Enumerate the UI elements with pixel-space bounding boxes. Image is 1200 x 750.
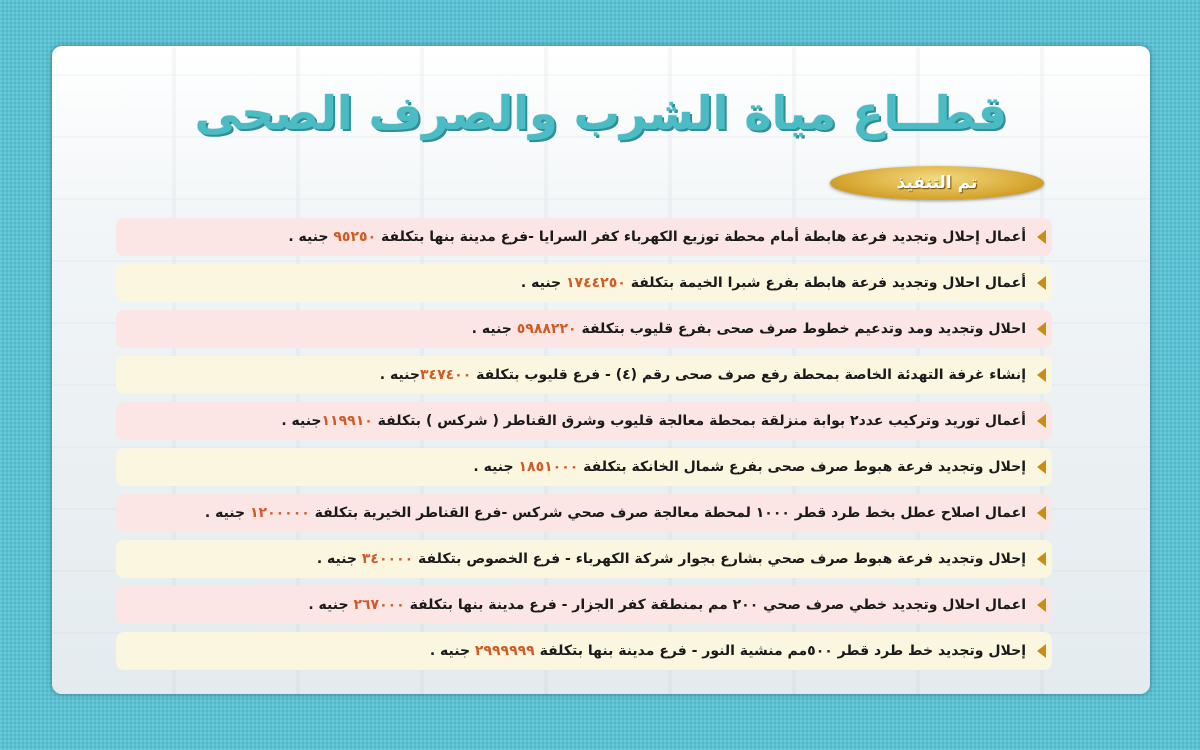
list-item — [116, 586, 1052, 624]
triangle-bullet-icon — [1037, 230, 1046, 244]
item-text: اعمال اصلاح عطل بخط طرد قطر ١٠٠٠ لمحطة معالجة صرف صحي شركس -فرع القناطر الخيرية بتكلفة ١٢٠٠٠٠٠ جنيه . — [204, 505, 1026, 521]
item-text: احلال وتجديد ومد وتدعيم خطوط صرف صحى بفرع قليوب بتكلفة ٥٩٨٨٢٢٠ جنيه . — [471, 321, 1026, 337]
triangle-bullet-icon — [1037, 644, 1046, 658]
item-text: أعمال احلال وتجديد فرعة هابطة بفرع شبرا الخيمة بتكلفة ١٧٤٤٢٥٠ جنيه . — [520, 275, 1026, 291]
status-badge: تم التنفيذ — [830, 166, 1044, 200]
list-item — [116, 448, 1052, 486]
list-item — [116, 356, 1052, 394]
triangle-bullet-icon — [1037, 276, 1046, 290]
item-text: اعمال احلال وتجديد خطي صرف صحي ٢٠٠ مم بمنطقة كفر الجزار - فرع مدينة بنها بتكلفة ٢٦٧٠٠٠ جنيه . — [308, 597, 1026, 613]
triangle-bullet-icon — [1037, 552, 1046, 566]
list-item — [116, 310, 1052, 348]
item-text: إنشاء غرفة التهدئة الخاصة بمحطة رفع صرف صحى رقم (٤) - فرع قليوب بتكلفة ٣٤٧٤٠٠جنيه . — [379, 367, 1026, 383]
item-text: أعمال إحلال وتجديد فرعة هابطة أمام محطة توزيع الكهرباء كفر السرايا -فرع مدينة بنها بتكلفة ٩٥٢٥٠ جنيه . — [288, 229, 1026, 245]
list-item — [116, 402, 1052, 440]
content-card — [52, 46, 1150, 694]
triangle-bullet-icon — [1037, 414, 1046, 428]
item-text: أعمال توريد وتركيب عدد٢ بوابة منزلقة بمحطة معالجة قليوب وشرق القناطر ( شركس ) بتكلفة ١١٩٩١٠جنيه . — [281, 413, 1026, 429]
item-text: إحلال وتجديد فرعة هبوط صرف صحي بشارع بجوار شركة الكهرباء - فرع الخصوص بتكلفة ٣٤٠٠٠٠ جنيه . — [316, 551, 1026, 567]
triangle-bullet-icon — [1037, 598, 1046, 612]
triangle-bullet-icon — [1037, 460, 1046, 474]
list-item — [116, 494, 1052, 532]
triangle-bullet-icon — [1037, 322, 1046, 336]
list-item — [116, 264, 1052, 302]
list-item — [116, 540, 1052, 578]
list-item — [116, 632, 1052, 670]
triangle-bullet-icon — [1037, 368, 1046, 382]
item-text: إحلال وتجديد فرعة هبوط صرف صحى بفرع شمال الخانكة بتكلفة ١٨٥١٠٠٠ جنيه . — [473, 459, 1026, 475]
triangle-bullet-icon — [1037, 506, 1046, 520]
item-text: إحلال وتجديد خط طرد قطر ٥٠٠مم منشية النور - فرع مدينة بنها بتكلفة ٢٩٩٩٩٩٩ جنيه . — [429, 643, 1026, 659]
list-item — [116, 218, 1052, 256]
page-title: قطــاع مياة الشرب والصرف الصحى — [194, 86, 1008, 140]
